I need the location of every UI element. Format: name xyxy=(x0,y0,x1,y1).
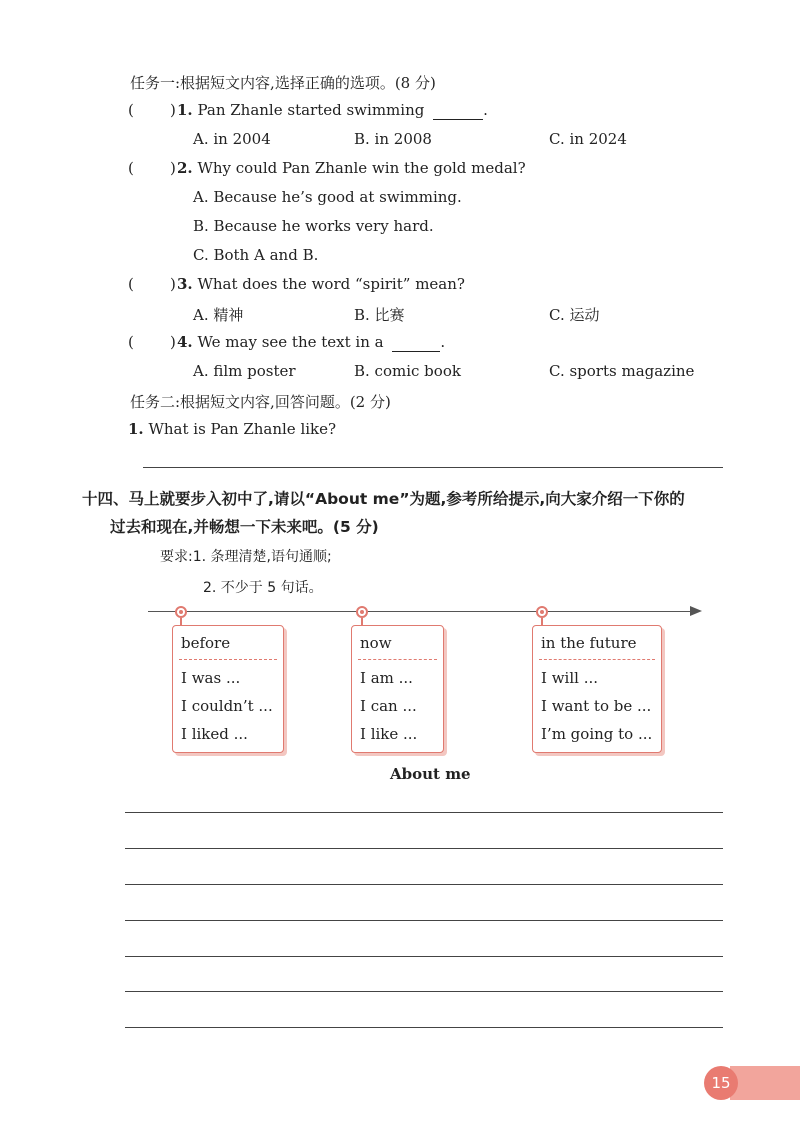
timeline-arrow-icon xyxy=(690,606,702,616)
timeline-dot xyxy=(536,606,548,618)
answer-paren-open: ( xyxy=(128,159,134,177)
question-text: What is Pan Zhanle like? xyxy=(148,420,337,438)
option-a: A. 精神 xyxy=(193,306,244,324)
question-text: Pan Zhanle started swimming xyxy=(197,101,425,119)
card-divider xyxy=(179,659,277,660)
card-divider xyxy=(358,659,437,660)
answer-blank[interactable] xyxy=(433,101,483,120)
writing-line[interactable] xyxy=(125,884,723,885)
card-prompt: I want to be ... xyxy=(541,697,652,715)
timeline-dot xyxy=(175,606,187,618)
card-prompt: I can ... xyxy=(360,697,417,715)
option-b: B. 比赛 xyxy=(354,306,405,324)
answer-paren-close: ) xyxy=(170,159,176,177)
card-before xyxy=(172,625,284,753)
task1-heading: 任务一:根据短文内容,选择正确的选项。(8 分) xyxy=(130,74,436,92)
composition-title: About me xyxy=(390,765,471,783)
question-3 xyxy=(177,275,465,293)
answer-paren-open: ( xyxy=(128,333,134,351)
requirement-1: 要求:1. 条理清楚,语句通顺; xyxy=(160,549,332,565)
question-2 xyxy=(177,159,526,177)
page-number: 15 xyxy=(704,1066,738,1100)
answer-paren-close: ) xyxy=(170,333,176,351)
writing-line[interactable] xyxy=(125,812,723,813)
writing-line[interactable] xyxy=(125,1027,723,1028)
task2-heading: 任务二:根据短文内容,回答问题。(2 分) xyxy=(130,393,391,411)
answer-paren-open: ( xyxy=(128,101,134,119)
card-prompt: I like ... xyxy=(360,725,418,743)
question-number: 3. xyxy=(177,275,193,293)
card-prompt: I was ... xyxy=(181,669,241,687)
page-number-band xyxy=(730,1066,800,1100)
timeline-dot xyxy=(356,606,368,618)
card-prompt: I am ... xyxy=(360,669,413,687)
question-number: 4. xyxy=(177,333,193,351)
option-a: A. film poster xyxy=(193,362,296,380)
card-heading: before xyxy=(181,634,231,652)
question-4 xyxy=(177,333,445,352)
option-b: B. in 2008 xyxy=(354,130,432,148)
question-end: . xyxy=(440,333,446,351)
question-1 xyxy=(177,101,488,120)
task2-question xyxy=(128,420,336,438)
answer-paren-close: ) xyxy=(170,101,176,119)
writing-line[interactable] xyxy=(125,848,723,849)
question-text: What does the word “spirit” mean? xyxy=(197,275,465,293)
answer-paren-close: ) xyxy=(170,275,176,293)
card-divider xyxy=(539,659,655,660)
question-number: 2. xyxy=(177,159,193,177)
option-b: B. Because he works very hard. xyxy=(193,217,434,235)
question-end: . xyxy=(483,101,488,119)
question-text: We may see the text in a xyxy=(197,333,384,351)
requirement-2: 2. 不少于 5 句话。 xyxy=(203,580,323,596)
writing-line[interactable] xyxy=(125,956,723,957)
timeline-line xyxy=(148,611,696,612)
answer-paren-open: ( xyxy=(128,275,134,293)
section-14-title: 十四、马上就要步入初中了,请以“About me”为题,参考所给提示,向大家介绍一下你的 xyxy=(82,490,685,508)
card-prompt: I couldn’t ... xyxy=(181,697,273,715)
writing-line[interactable] xyxy=(125,920,723,921)
option-a: A. Because he’s good at swimming. xyxy=(193,188,462,206)
option-c: C. Both A and B. xyxy=(193,246,319,264)
option-c: C. sports magazine xyxy=(549,362,695,380)
card-heading: in the future xyxy=(541,634,637,652)
writing-line[interactable] xyxy=(125,991,723,992)
option-c: C. in 2024 xyxy=(549,130,627,148)
question-number: 1. xyxy=(177,101,193,119)
answer-line[interactable] xyxy=(143,467,723,468)
question-text: Why could Pan Zhanle win the gold medal? xyxy=(197,159,526,177)
card-now xyxy=(351,625,444,753)
card-prompt: I liked ... xyxy=(181,725,248,743)
card-heading: now xyxy=(360,634,392,652)
card-prompt: I will ... xyxy=(541,669,598,687)
card-future xyxy=(532,625,662,753)
option-c: C. 运动 xyxy=(549,306,600,324)
option-a: A. in 2004 xyxy=(193,130,271,148)
section-14-title-cont: 过去和现在,并畅想一下未来吧。(5 分) xyxy=(110,518,379,536)
question-number: 1. xyxy=(128,420,144,438)
answer-blank[interactable] xyxy=(392,333,440,352)
card-prompt: I’m going to ... xyxy=(541,725,653,743)
option-b: B. comic book xyxy=(354,362,461,380)
